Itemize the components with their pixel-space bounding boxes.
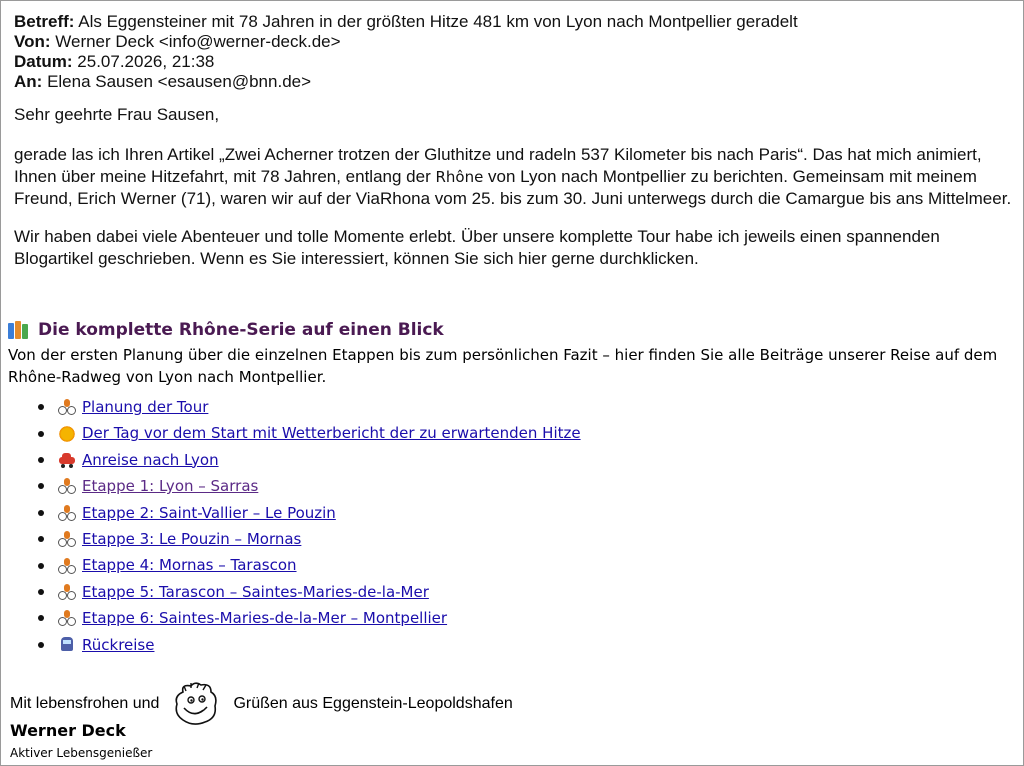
sender: Werner Deck <info@werner-deck.de> <box>55 32 341 51</box>
paragraph-1 <box>14 144 1014 210</box>
signature-name: Werner Deck <box>10 721 126 740</box>
from-row <box>14 32 1014 52</box>
bullet <box>38 642 44 648</box>
paragraph-1-start: gerade las ich Ihren Artikel „Zwei Acherner trotzen der Gluthitze und radeln 537 Kilometer bis nach Paris“. Das hat mich animiert, Ihnen über meine Hitzefahrt, mit 78 Jahren, entlang der <box>14 145 982 186</box>
sun-icon[interactable] <box>58 425 76 443</box>
bullet <box>38 536 44 542</box>
paragraph-1-end: von Lyon nach Montpellier zu berichten. Gemeinsam mit meinem Freund, Erich Werner (71), waren wir auf der ViaRhona vom 25. bis zum 30. Juni unterwegs durch die Camargue bis ans Mittelmeer. <box>14 167 1012 208</box>
salutation: Sehr geehrte Frau Sausen, <box>14 105 220 124</box>
series-section <box>8 318 1014 658</box>
email-header <box>14 12 1014 92</box>
link-planung[interactable]: Planung der Tour <box>82 398 209 416</box>
link-etappe-2[interactable]: Etappe 2: Saint-Vallier – Le Pouzin <box>82 503 336 522</box>
train-icon[interactable] <box>58 636 76 654</box>
series-description: Von der ersten Planung über die einzelnen Etappen bis zum persönlichen Fazit – hier finden Sie alle Beiträge unserer Reise auf dem Rhône-Radweg von Lyon nach Montpellier. <box>8 346 998 386</box>
closing-end: Grüßen aus Eggenstein-Leopoldshafen <box>233 695 513 712</box>
date-label: Datum: <box>14 52 73 71</box>
list-item <box>38 420 1014 446</box>
from-label: Von: <box>14 32 51 51</box>
list-item <box>38 579 1014 605</box>
series-heading <box>8 318 1014 342</box>
link-etappe-5[interactable]: Etappe 5: Tarascon – Saintes-Maries-de-la-Mer <box>82 582 429 601</box>
to-label: An: <box>14 72 43 91</box>
series-links-list <box>8 394 1014 658</box>
subject-row <box>14 12 1014 32</box>
bicyclist-icon[interactable] <box>58 530 76 548</box>
bicyclist-icon[interactable] <box>58 477 76 495</box>
books-icon <box>8 321 30 339</box>
link-etappe-3[interactable]: Etappe 3: Le Pouzin – Mornas <box>82 529 302 548</box>
bullet <box>38 457 44 463</box>
bullet <box>38 563 44 569</box>
bicyclist-icon[interactable] <box>58 504 76 522</box>
bullet <box>38 589 44 595</box>
closing-start: Mit lebensfrohen und <box>10 695 160 712</box>
series-title: Die komplette Rhône-Serie auf einen Blick <box>38 320 444 340</box>
smiley-face-icon <box>171 682 221 726</box>
list-item <box>38 605 1014 631</box>
bullet <box>38 510 44 516</box>
paragraph-2: Wir haben dabei viele Abenteuer und tolle Momente erlebt. Über unsere komplette Tour habe ich jeweils einen spannenden Blogartikel geschrieben. Wenn es Sie interessiert, können Sie sich hier gerne durchklicken. <box>14 227 940 268</box>
subject: Als Eggensteiner mit 78 Jahren in der größten Hitze 481 km von Lyon nach Montpellier geradelt <box>78 12 798 31</box>
list-item <box>38 394 1014 420</box>
bicyclist-icon[interactable] <box>58 398 76 416</box>
link-etappe-6[interactable]: Etappe 6: Saintes-Maries-de-la-Mer – Montpellier <box>82 609 448 628</box>
car-icon[interactable] <box>58 451 76 469</box>
bullet <box>38 431 44 437</box>
link-etappe-4[interactable]: Etappe 4: Mornas – Tarascon <box>82 556 297 575</box>
recipient: Elena Sausen <esausen@bnn.de> <box>47 72 312 91</box>
link-etappe-1[interactable]: Etappe 1: Lyon – Sarras <box>82 477 259 496</box>
subject-label: Betreff: <box>14 12 75 31</box>
bicyclist-icon[interactable] <box>58 557 76 575</box>
list-item <box>38 552 1014 578</box>
email-content <box>14 12 1014 270</box>
bullet <box>38 483 44 489</box>
bullet <box>38 615 44 621</box>
list-item <box>38 500 1014 526</box>
link-anreise[interactable]: Anreise nach Lyon <box>82 450 219 469</box>
closing-line <box>10 682 513 726</box>
bicyclist-icon[interactable] <box>58 583 76 601</box>
list-item <box>38 526 1014 552</box>
link-tag-vor-start[interactable]: Der Tag vor dem Start mit Wetterbericht der zu erwartenden Hitze <box>82 424 581 443</box>
signature-title: Aktiver Lebensgenießer <box>10 746 153 760</box>
rhone-word: Rhône <box>435 168 484 186</box>
date: 25.07.2026, 21:38 <box>77 52 215 71</box>
link-rueckreise[interactable]: Rückreise <box>82 635 155 654</box>
list-item <box>38 447 1014 473</box>
date-row <box>14 52 1014 72</box>
bicyclist-icon[interactable] <box>58 609 76 627</box>
list-item <box>38 473 1014 499</box>
to-row <box>14 72 1014 92</box>
list-item <box>38 632 1014 658</box>
bullet <box>38 404 44 410</box>
